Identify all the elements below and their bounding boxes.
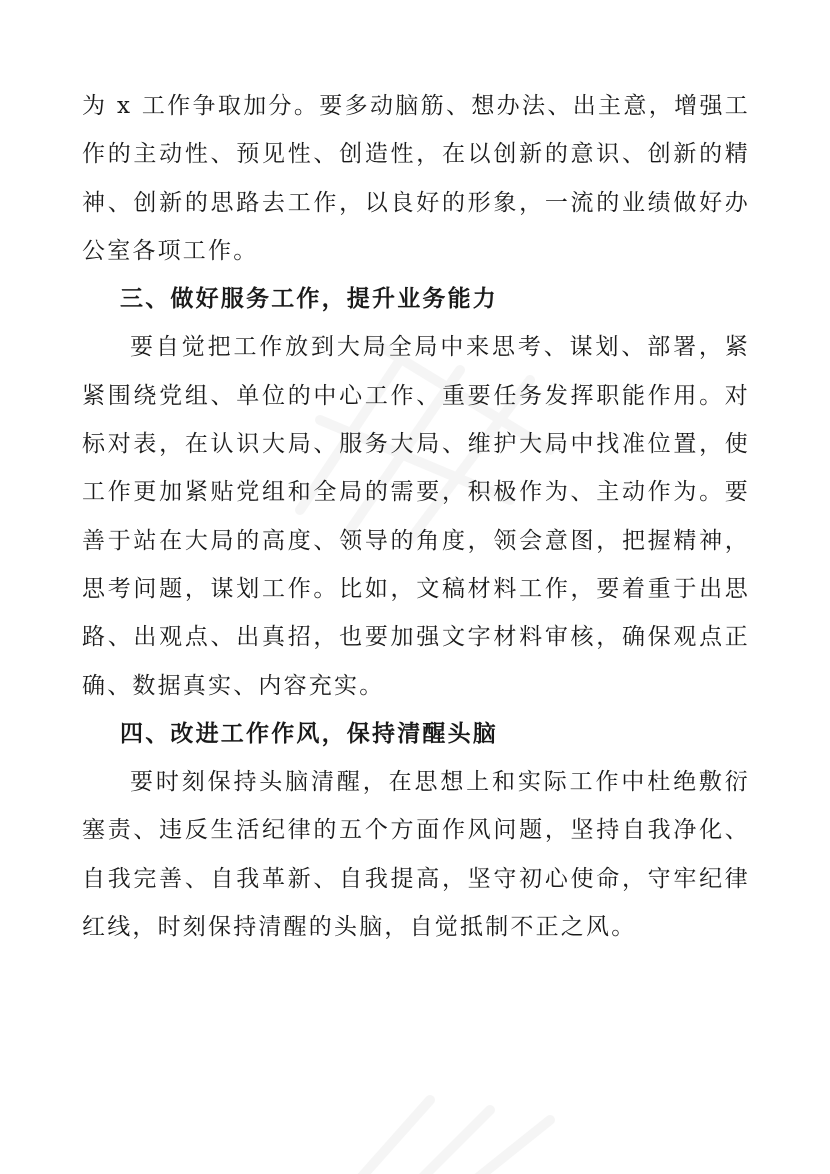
watermark-graphic-bottom — [330, 1080, 590, 1174]
paragraph-section-4: 要时刻保持头脑清醒，在思想上和实际工作中杜绝敷衍塞责、违反生活纪律的五个方面作风问题，坚持自我净化、自我完善、自我革新、自我提高，坚守初心使命，守牢纪律红线，时刻保持清醒的头脑，自觉抵制不正之风。 — [82, 769, 750, 941]
paragraph-continuation: 为 x 工作争取加分。要多动脑筋、想办法、出主意，增强工作的主动性、预见性、创造性，在以创新的意识、创新的精神、创新的思路去工作，以良好的形象，一流的业绩做好办公室各项工作。 — [82, 93, 750, 264]
section-heading-3: 三、做好服务工作，提升业务能力 — [120, 286, 498, 313]
section-heading-4: 四、改进工作作风，保持清醒头脑 — [120, 720, 498, 747]
paragraph-section-3: 要自觉把工作放到大局全局中来思考、谋划、部署，紧紧围绕党组、单位的中心工作、重要任务发挥职能作用。对标对表，在认识大局、服务大局、维护大局中找准位置，使工作更加紧贴党组和全局的需要，积极作为、主动作为。要善于站在大局的高度、领导的角度，领会意图，把握精神，思考问题，谋划工作。比如，文稿材料工作，要着重于出思路、出观点、出真招，也要加强文字材料审核，确保观点正确、数据真实、内容充实。 — [82, 334, 750, 699]
document-body — [82, 82, 750, 951]
